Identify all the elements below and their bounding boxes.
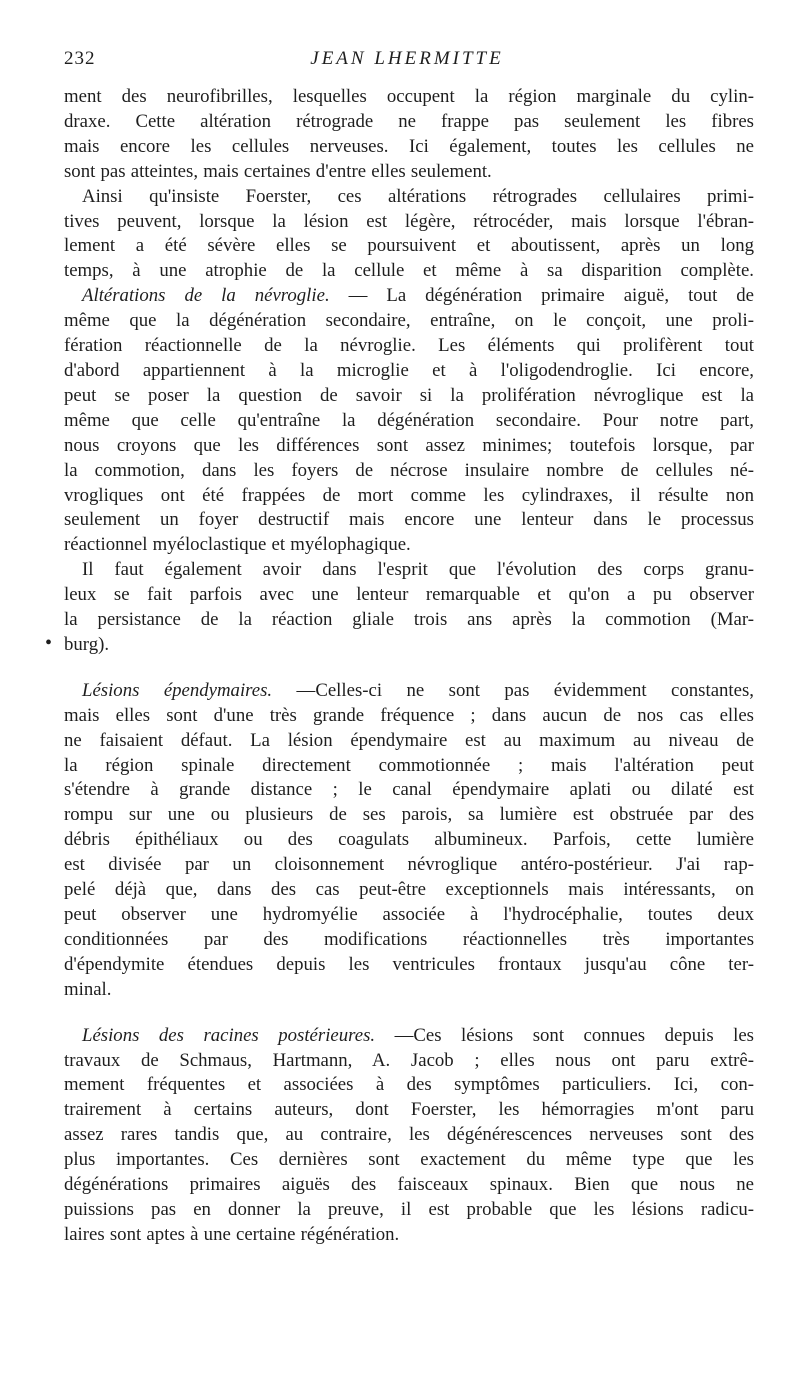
- text-line: laires sont aptes à une certaine régénération.: [64, 1223, 400, 1245]
- text-line: ment des neurofibrilles, lesquelles occupent la région marginale du cylin-: [64, 86, 754, 107]
- section-heading: Altérations de la névroglie.: [82, 285, 330, 307]
- text-line: la persistance de la réaction gliale trois ans après la commotion (Mar-: [64, 609, 754, 631]
- margin-dot: •: [45, 632, 53, 654]
- text-run: — La dégénération primaire aiguë, tout de: [329, 285, 754, 307]
- text-line: conditionnées par des modifications réactionnelles très importantes: [64, 928, 754, 950]
- paragraph-3: [64, 284, 754, 558]
- text-line: Il faut également avoir dans l'esprit que l'évolution des corps granu-: [82, 559, 754, 581]
- text-line: ne faisaient défaut. La lésion épendymaire est au maximum au niveau de: [64, 729, 754, 751]
- text-run: —Ces lésions sont connues depuis les: [375, 1024, 754, 1046]
- text-line: puissions pas en donner la preuve, il est probable que les lésions radicu-: [64, 1198, 754, 1220]
- text-line: minal.: [64, 978, 112, 1000]
- text-line: d'épendymite étendues depuis les ventricules frontaux jusqu'au cône ter-: [64, 953, 754, 975]
- text-line: tives peuvent, lorsque la lésion est légère, rétrocéder, mais lorsque l'ébran-: [64, 210, 754, 232]
- text-line: est divisée par un cloisonnement névroglique antéro-postérieur. J'ai rap-: [64, 854, 754, 876]
- running-head: [64, 48, 750, 74]
- text-line: [64, 679, 754, 704]
- text-line: réactionnel myéloclastique et myélophagique.: [64, 534, 411, 556]
- body-text: [64, 85, 754, 1248]
- text-line: temps, à une atrophie de la cellule et même à sa disparition complète.: [64, 260, 754, 282]
- text-line: plus importantes. Ces dernières sont exactement du même type que les: [64, 1149, 754, 1171]
- text-line: [64, 1024, 754, 1049]
- text-line: débris épithéliaux ou des coagulats albumineux. Parfois, cette lumière: [64, 829, 754, 851]
- text-line: la commotion, dans les foyers de nécrose insulaire nombre de cellules né-: [64, 459, 754, 481]
- text-line: mais elles sont d'une très grande fréquence ; dans aucun de nos cas elles: [64, 704, 754, 726]
- paragraph-4: [64, 558, 754, 658]
- text-line: sont pas atteintes, mais certaines d'entre elles seulement.: [64, 160, 492, 182]
- text-line: trairement à certains auteurs, dont Foerster, les hémorragies m'ont paru: [64, 1099, 754, 1121]
- text-line: assez rares tandis que, au contraire, les dégénérescences nerveuses sont des: [64, 1124, 754, 1146]
- text-line: vrogliques ont été frappées de mort comme les cylindraxes, il résulte non: [64, 484, 754, 506]
- text-line: leux se fait parfois avec une lenteur remarquable et qu'on a pu observer: [64, 584, 754, 606]
- text-line: nous croyons que les différences sont assez minimes; toutefois lorsque, par: [64, 434, 754, 456]
- paragraph-6: [64, 1024, 754, 1248]
- page-number: 232: [64, 48, 96, 69]
- section-heading: Lésions des racines postérieures.: [82, 1024, 376, 1046]
- text-line: même que la dégénération secondaire, entraîne, on le conçoit, une proli-: [64, 310, 754, 332]
- paragraph-1: [64, 85, 754, 185]
- text-line: peut observer une hydromyélie associée à l'hydrocéphalie, toutes deux: [64, 904, 754, 925]
- paragraph-5: [64, 679, 754, 1003]
- running-head-title: JEAN LHERMITTE: [310, 48, 504, 69]
- paragraph-2: [64, 185, 754, 285]
- text-line: s'étendre à grande distance ; le canal épendymaire aplati ou dilaté est: [64, 779, 754, 801]
- text-line: dégénérations primaires aiguës des faisceaux spinaux. Bien que nous ne: [64, 1174, 754, 1196]
- text-line: mement fréquentes et associées à des symptômes particuliers. Ici, con-: [64, 1074, 754, 1096]
- text-line: même que celle qu'entraîne la dégénération secondaire. Pour notre part,: [64, 409, 754, 431]
- text-line: fération réactionnelle de la névroglie. Les éléments qui prolifèrent tout: [64, 335, 754, 357]
- text-line: la région spinale directement commotionnée ; mais l'altération peut: [64, 754, 754, 776]
- text-line: pelé déjà que, dans des cas peut-être exceptionnels mais intéressants, on: [64, 879, 754, 901]
- text-line: Ainsi qu'insiste Foerster, ces altérations rétrogrades cellulaires primi-: [82, 185, 754, 207]
- text-line: peut se poser la question de savoir si la prolifération névroglique est la: [64, 384, 754, 406]
- text-line: seulement un foyer destructif mais encore une lenteur dans le processus: [64, 509, 754, 531]
- section-heading: Lésions épendymaires.: [82, 679, 273, 701]
- text-line: d'abord appartiennent à la microglie et à l'oligodendroglie. Ici encore,: [64, 359, 754, 381]
- text-line: draxe. Cette altération rétrograde ne frappe pas seulement les fibres: [64, 110, 754, 132]
- text-line: [64, 284, 754, 309]
- text-line: burg).: [64, 633, 110, 655]
- text-run: —Celles-ci ne sont pas évidemment constantes,: [272, 679, 754, 701]
- text-line: mais encore les cellules nerveuses. Ici également, toutes les cellules ne: [64, 135, 754, 157]
- text-line: travaux de Schmaus, Hartmann, A. Jacob ; elles nous ont paru extrê-: [64, 1049, 754, 1071]
- text-line: rompu sur une ou plusieurs de ses parois, sa lumière est obstruée par des: [64, 804, 754, 826]
- text-line: lement a été sévère elles se poursuivent et aboutissent, après un long: [64, 235, 754, 257]
